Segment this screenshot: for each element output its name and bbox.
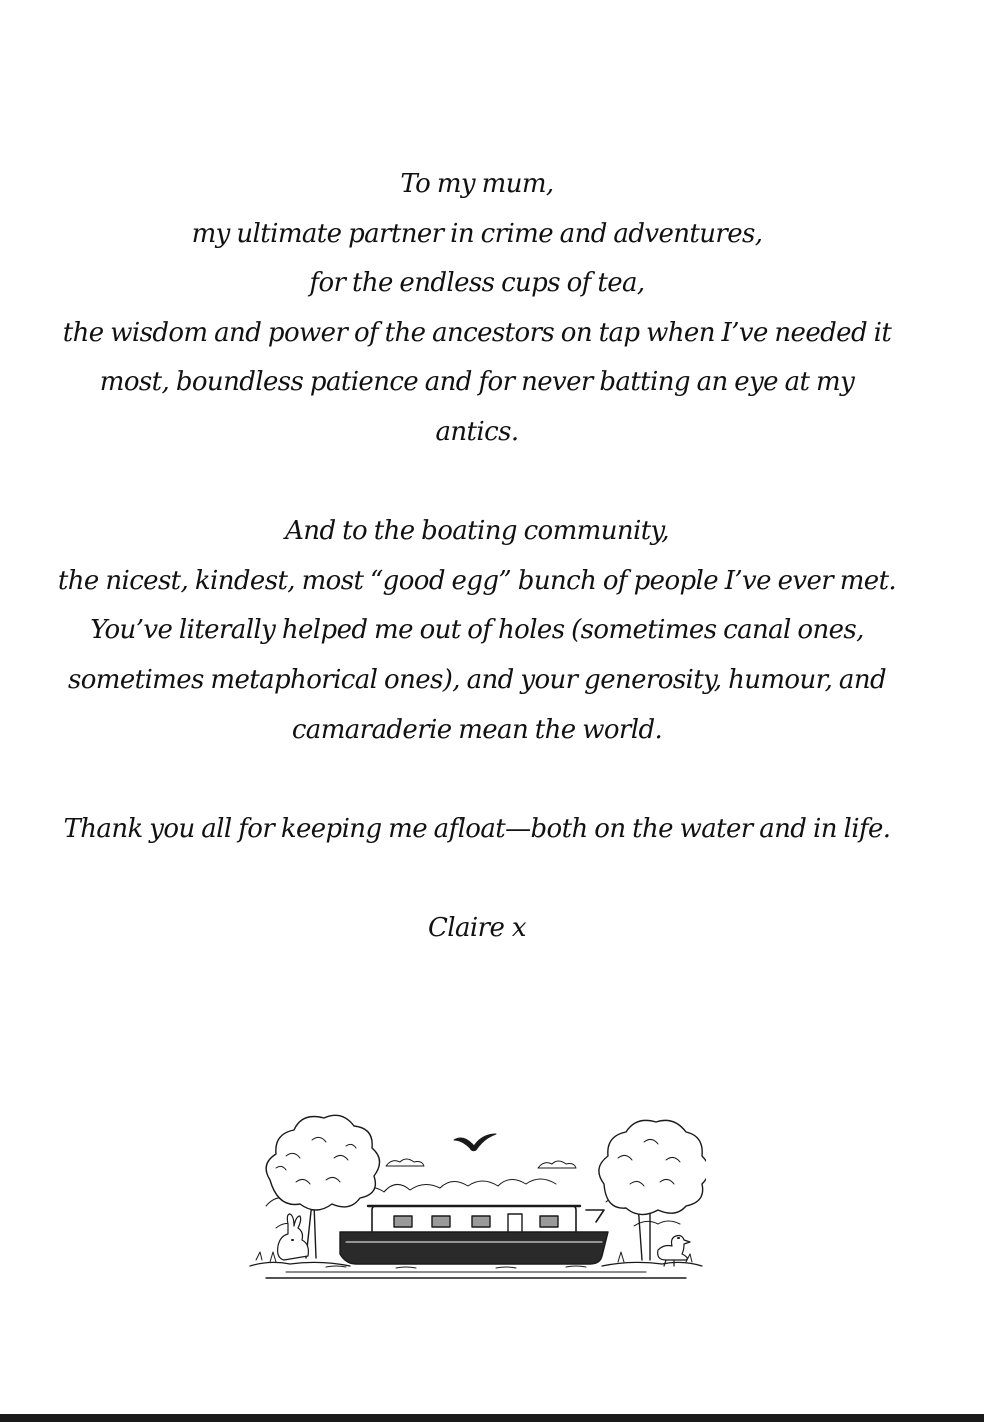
- bottom-border-bar: [0, 1414, 984, 1422]
- signature: Claire x: [428, 913, 526, 943]
- dedication-text: [0, 160, 954, 854]
- right-tree: [599, 1120, 706, 1260]
- paragraph-gap: [0, 755, 954, 805]
- paragraph-gap: [0, 458, 954, 508]
- dedication-line: the nicest, kindest, most “good egg” bunch of people I’ve ever met.: [57, 565, 897, 596]
- clouds: [386, 1159, 576, 1168]
- rabbit-icon: [278, 1214, 309, 1260]
- thanks-line: Thank you all for keeping me afloat—both on the water and in life.: [63, 813, 891, 844]
- dedication-line: To my mum,: [400, 169, 554, 199]
- canal-boat-illustration: [246, 1110, 706, 1286]
- dedication-line: most, boundless patience and for never batting an eye at my: [99, 367, 855, 398]
- dedication-line: my ultimate partner in crime and adventures,: [191, 218, 763, 249]
- dedication-line: And to the boating community,: [285, 516, 669, 547]
- dedication-line: the wisdom and power of the ancestors on tap when I’ve needed it: [62, 317, 892, 348]
- duck-icon: [658, 1236, 690, 1267]
- bird-icon: [454, 1134, 496, 1151]
- dedication-line: sometimes metaphorical ones), and your generosity, humour, and: [67, 664, 887, 695]
- dedication-line: antics.: [435, 416, 519, 447]
- water: [266, 1266, 686, 1278]
- narrowboat: [340, 1206, 608, 1264]
- dedication-line: You’ve literally helped me out of holes (sometimes canal ones,: [90, 615, 864, 646]
- dedication-line: for the endless cups of tea,: [309, 268, 645, 299]
- dedication-line: camaraderie mean the world.: [291, 714, 663, 745]
